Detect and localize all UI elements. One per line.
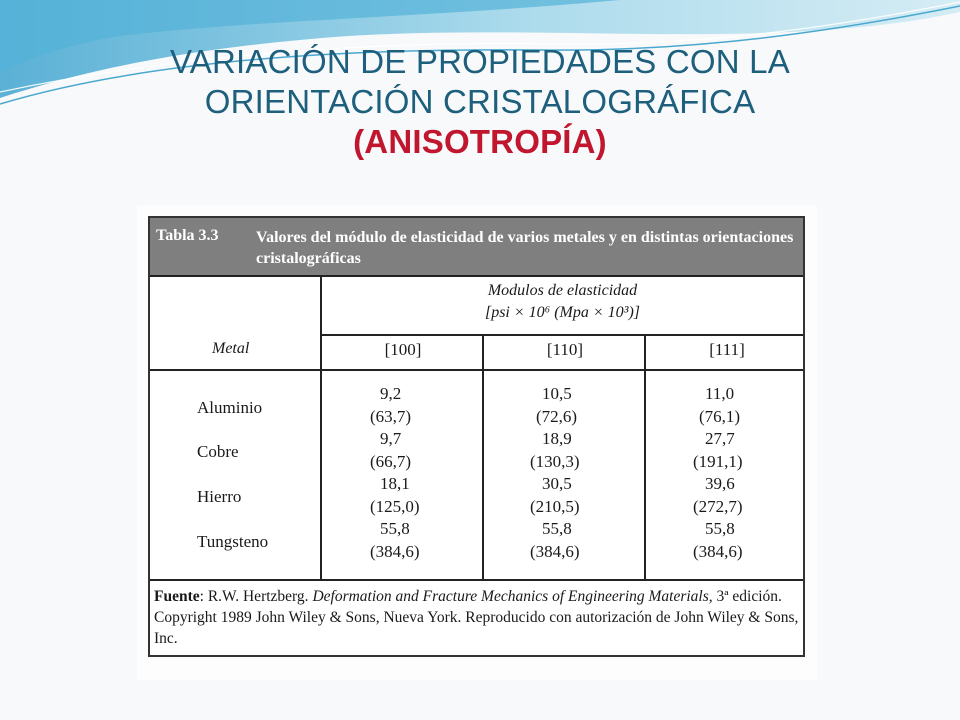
table-cell: (72,6) — [536, 406, 578, 426]
values-column-111 — [693, 383, 855, 563]
table-cell: (130,3) — [530, 451, 580, 471]
table-cell: (63,7) — [370, 406, 412, 426]
elasticity-group-header — [322, 280, 803, 324]
table-cell: 30,5 — [542, 474, 572, 493]
table-cell: 18,1 — [380, 474, 410, 493]
values-column-100 — [370, 383, 532, 563]
group-header-line-1: Modulos de elasticidad — [487, 282, 638, 299]
rule-above-source — [150, 579, 803, 581]
table-cell: 11,0 — [705, 384, 735, 403]
table-cell: 27,7 — [705, 429, 735, 448]
table-cell: 18,9 — [542, 429, 572, 448]
direction-header-111: [111] — [709, 340, 745, 359]
table-cell: 39,6 — [705, 474, 735, 493]
title-line-3: (ANISOTROPÍA) — [353, 123, 607, 160]
table-cell: 9,7 — [380, 429, 402, 448]
rule-under-group-header — [320, 334, 803, 336]
source-details: 3ª edición. Copyright 1989 John Wiley & Sons, Nueva York. Reproducido con autorización de John Wiley & Sons, Inc. — [154, 588, 799, 647]
table-caption: Valores del módulo de elasticidad de varios metales y en distintas orientaciones cristalográficas — [256, 229, 794, 267]
table-number: Tabla 3.3 — [156, 227, 219, 244]
table-caption-bar — [150, 218, 803, 275]
table-cell: 55,8 — [380, 519, 410, 538]
table-cell: 10,5 — [542, 384, 572, 403]
slide-title — [0, 42, 960, 162]
rule-under-caption — [150, 275, 803, 277]
direction-header-100: [100] — [384, 340, 422, 359]
table-cell: 55,8 — [705, 519, 735, 538]
table-source-note — [154, 586, 799, 649]
source-book-title: Deformation and Fracture Mechanics of Engineering Materials, — [312, 588, 713, 605]
rule-under-headers — [150, 369, 803, 371]
table-cell: (191,1) — [693, 451, 743, 471]
source-author: : R.W. Hertzberg. — [199, 588, 313, 605]
table-cell: (384,6) — [693, 541, 743, 561]
metal-column-header: Metal — [212, 340, 250, 357]
title-line-2: ORIENTACIÓN CRISTALOGRÁFICA — [204, 83, 756, 120]
source-label: Fuente — [154, 588, 200, 605]
table-cell: (125,0) — [370, 496, 420, 516]
direction-header-110: [110] — [546, 340, 584, 359]
table-cell: 9,2 — [380, 384, 402, 403]
metal-aluminio: Aluminio — [197, 398, 263, 417]
table-cell: (272,7) — [693, 496, 743, 516]
elasticity-table — [148, 216, 805, 657]
table-cell: (76,1) — [699, 406, 741, 426]
values-column-110 — [530, 383, 692, 563]
metal-tungsteno: Tungsteno — [197, 532, 269, 551]
table-cell: 55,8 — [542, 519, 572, 538]
table-cell: (384,6) — [530, 541, 580, 561]
metal-cobre: Cobre — [197, 442, 239, 461]
metal-hierro: Hierro — [197, 487, 242, 506]
table-cell: (384,6) — [370, 541, 420, 561]
group-header-line-2: [psi × 10⁶ (Mpa × 10³)] — [484, 304, 641, 321]
title-line-1: VARIACIÓN DE PROPIEDADES CON LA — [170, 43, 790, 80]
table-cell: (210,5) — [530, 496, 580, 516]
table-cell: (66,7) — [370, 451, 412, 471]
